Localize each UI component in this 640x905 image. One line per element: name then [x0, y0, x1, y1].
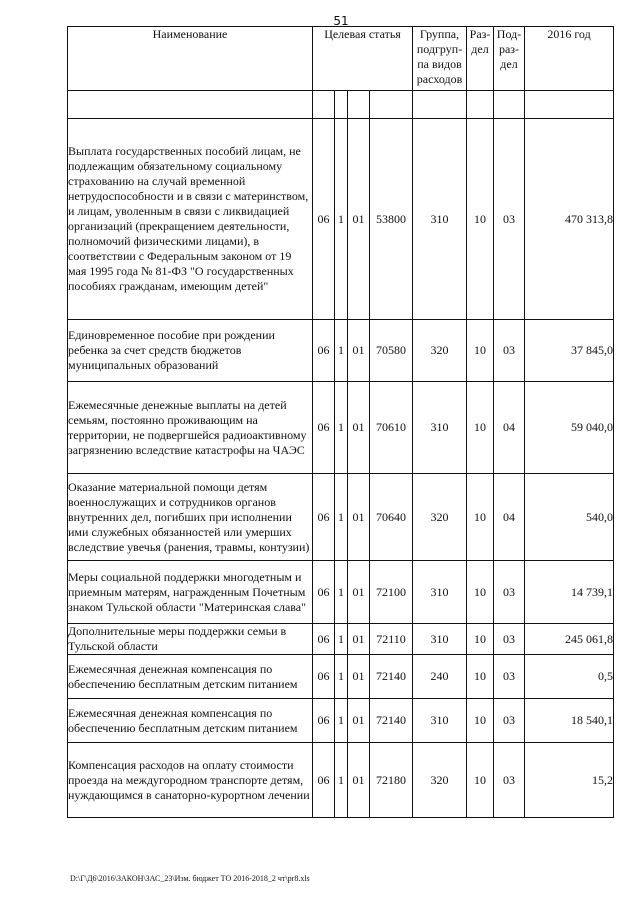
subsection-cell: 03: [494, 655, 525, 699]
expense-group-cell: 320: [413, 743, 467, 818]
header-target: Целевая статья: [313, 27, 413, 91]
header-group: Группа, подгруп-па видов расходов: [413, 27, 467, 91]
target-code-event-cell: 01: [348, 655, 370, 699]
target-code-subprogram-cell: 1: [335, 382, 348, 474]
target-code-direction-cell: 72100: [370, 561, 413, 624]
table-row: [68, 699, 614, 743]
section-cell: 10: [467, 474, 494, 561]
amount-cell: 18 540,1: [525, 699, 614, 743]
target-code-subprogram-cell: 1: [335, 655, 348, 699]
row-name-cell: Компенсация расходов на оплату стоимости проезда на междугородном транспорте детям, нуждающимся в санаторно-курортном лечении: [68, 743, 313, 818]
subsection-cell: 03: [494, 119, 525, 320]
section-cell: 10: [467, 320, 494, 382]
budget-table: [67, 26, 614, 818]
table-row: [68, 382, 614, 474]
amount-cell: 15,2: [525, 743, 614, 818]
row-name-cell: Единовременное пособие при рождении ребенка за счет средств бюджетов муниципальных образований: [68, 320, 313, 382]
target-code-direction-cell: 72110: [370, 624, 413, 655]
expense-group-cell: 310: [413, 119, 467, 320]
target-code-subprogram-cell: 1: [335, 320, 348, 382]
header-name: Наименование: [68, 27, 313, 91]
target-code-subprogram-cell: 1: [335, 743, 348, 818]
section-cell: 10: [467, 655, 494, 699]
subsection-cell: 03: [494, 699, 525, 743]
subsection-cell: 03: [494, 561, 525, 624]
amount-cell: 245 061,8: [525, 624, 614, 655]
target-code-program-cell: 06: [313, 699, 335, 743]
row-name-cell: Ежемесячная денежная компенсация по обеспечению бесплатным детским питанием: [68, 699, 313, 743]
target-code-event-cell: 01: [348, 474, 370, 561]
expense-group-cell: 310: [413, 561, 467, 624]
table-row: [68, 743, 614, 818]
subsection-cell: 03: [494, 624, 525, 655]
target-code-event-cell: 01: [348, 624, 370, 655]
target-code-event-cell: 01: [348, 382, 370, 474]
header-year: 2016 год: [525, 27, 614, 91]
target-code-event-cell: 01: [348, 561, 370, 624]
section-cell: 10: [467, 382, 494, 474]
row-name-cell: Ежемесячные денежные выплаты на детей семьям, постоянно проживающим на территории, не подвергшейся радиоактивному загрязнению вследствие катастрофы на ЧАЭС: [68, 382, 313, 474]
target-code-program-cell: 06: [313, 474, 335, 561]
expense-group-cell: 320: [413, 320, 467, 382]
header-section: Раз-дел: [467, 27, 494, 91]
target-code-subprogram-cell: 1: [335, 699, 348, 743]
amount-cell: 540,0: [525, 474, 614, 561]
row-name-cell: Меры социальной поддержки многодетным и приемным матерям, награжденным Почетным знаком Тульской области "Материнская слава": [68, 561, 313, 624]
target-code-event-cell: 01: [348, 699, 370, 743]
expense-group-cell: 310: [413, 624, 467, 655]
target-code-program-cell: 06: [313, 561, 335, 624]
subsection-cell: 03: [494, 320, 525, 382]
spacer-row: [68, 91, 614, 119]
amount-cell: 59 040,0: [525, 382, 614, 474]
section-cell: 10: [467, 699, 494, 743]
target-code-program-cell: 06: [313, 624, 335, 655]
table-row: [68, 119, 614, 320]
amount-cell: 37 845,0: [525, 320, 614, 382]
table-row: [68, 561, 614, 624]
target-code-direction-cell: 72140: [370, 699, 413, 743]
target-code-subprogram-cell: 1: [335, 474, 348, 561]
section-cell: 10: [467, 119, 494, 320]
target-code-direction-cell: 72180: [370, 743, 413, 818]
expense-group-cell: 310: [413, 382, 467, 474]
target-code-event-cell: 01: [348, 320, 370, 382]
section-cell: 10: [467, 561, 494, 624]
header-subsection: Под-раз-дел: [494, 27, 525, 91]
table-row: [68, 474, 614, 561]
target-code-program-cell: 06: [313, 743, 335, 818]
expense-group-cell: 320: [413, 474, 467, 561]
page-number: 51: [333, 14, 349, 28]
target-code-program-cell: 06: [313, 382, 335, 474]
expense-group-cell: 310: [413, 699, 467, 743]
target-code-subprogram-cell: 1: [335, 624, 348, 655]
table-body: [68, 91, 614, 818]
table-header: [68, 27, 614, 91]
subsection-cell: 03: [494, 743, 525, 818]
target-code-program-cell: 06: [313, 119, 335, 320]
row-name-cell: Ежемесячная денежная компенсация по обеспечению бесплатным детским питанием: [68, 655, 313, 699]
amount-cell: 0,5: [525, 655, 614, 699]
expense-group-cell: 240: [413, 655, 467, 699]
section-cell: 10: [467, 624, 494, 655]
target-code-event-cell: 01: [348, 743, 370, 818]
target-code-direction-cell: 70640: [370, 474, 413, 561]
target-code-program-cell: 06: [313, 320, 335, 382]
row-name-cell: Дополнительные меры поддержки семьи в Тульской области: [68, 624, 313, 655]
row-name-cell: Выплата государственных пособий лицам, не подлежащим обязательному социальному страхованию на случай временной нетрудоспособности и в связи с материнством, и лицам, уволенным в связи с ликвидацией организаций (прекращением деятельности, полномочий физическими лицами), в соответствии с Федеральным законом от 19 мая 1995 года № 81-ФЗ "О государственных пособиях гражданам, имеющим детей": [68, 119, 313, 320]
table-row: [68, 320, 614, 382]
target-code-direction-cell: 70580: [370, 320, 413, 382]
subsection-cell: 04: [494, 474, 525, 561]
amount-cell: 14 739,1: [525, 561, 614, 624]
target-code-direction-cell: 70610: [370, 382, 413, 474]
table-row: [68, 624, 614, 655]
target-code-program-cell: 06: [313, 655, 335, 699]
section-cell: 10: [467, 743, 494, 818]
target-code-direction-cell: 53800: [370, 119, 413, 320]
target-code-event-cell: 01: [348, 119, 370, 320]
target-code-subprogram-cell: 1: [335, 561, 348, 624]
file-path-footer: D:\Г\Д6\2016\ЗАКОН\ЗАС_23\Изм. бюджет ТО 2016-2018_2 чт\pr8.xls: [70, 874, 310, 883]
target-code-subprogram-cell: 1: [335, 119, 348, 320]
row-name-cell: Оказание материальной помощи детям военнослужащих и сотрудников органов внутренних дел, погибших при исполнении ими служебных обязанностей или умерших вследствие увечья (ранения, травмы, контузии): [68, 474, 313, 561]
amount-cell: 470 313,8: [525, 119, 614, 320]
subsection-cell: 04: [494, 382, 525, 474]
table-row: [68, 655, 614, 699]
target-code-direction-cell: 72140: [370, 655, 413, 699]
